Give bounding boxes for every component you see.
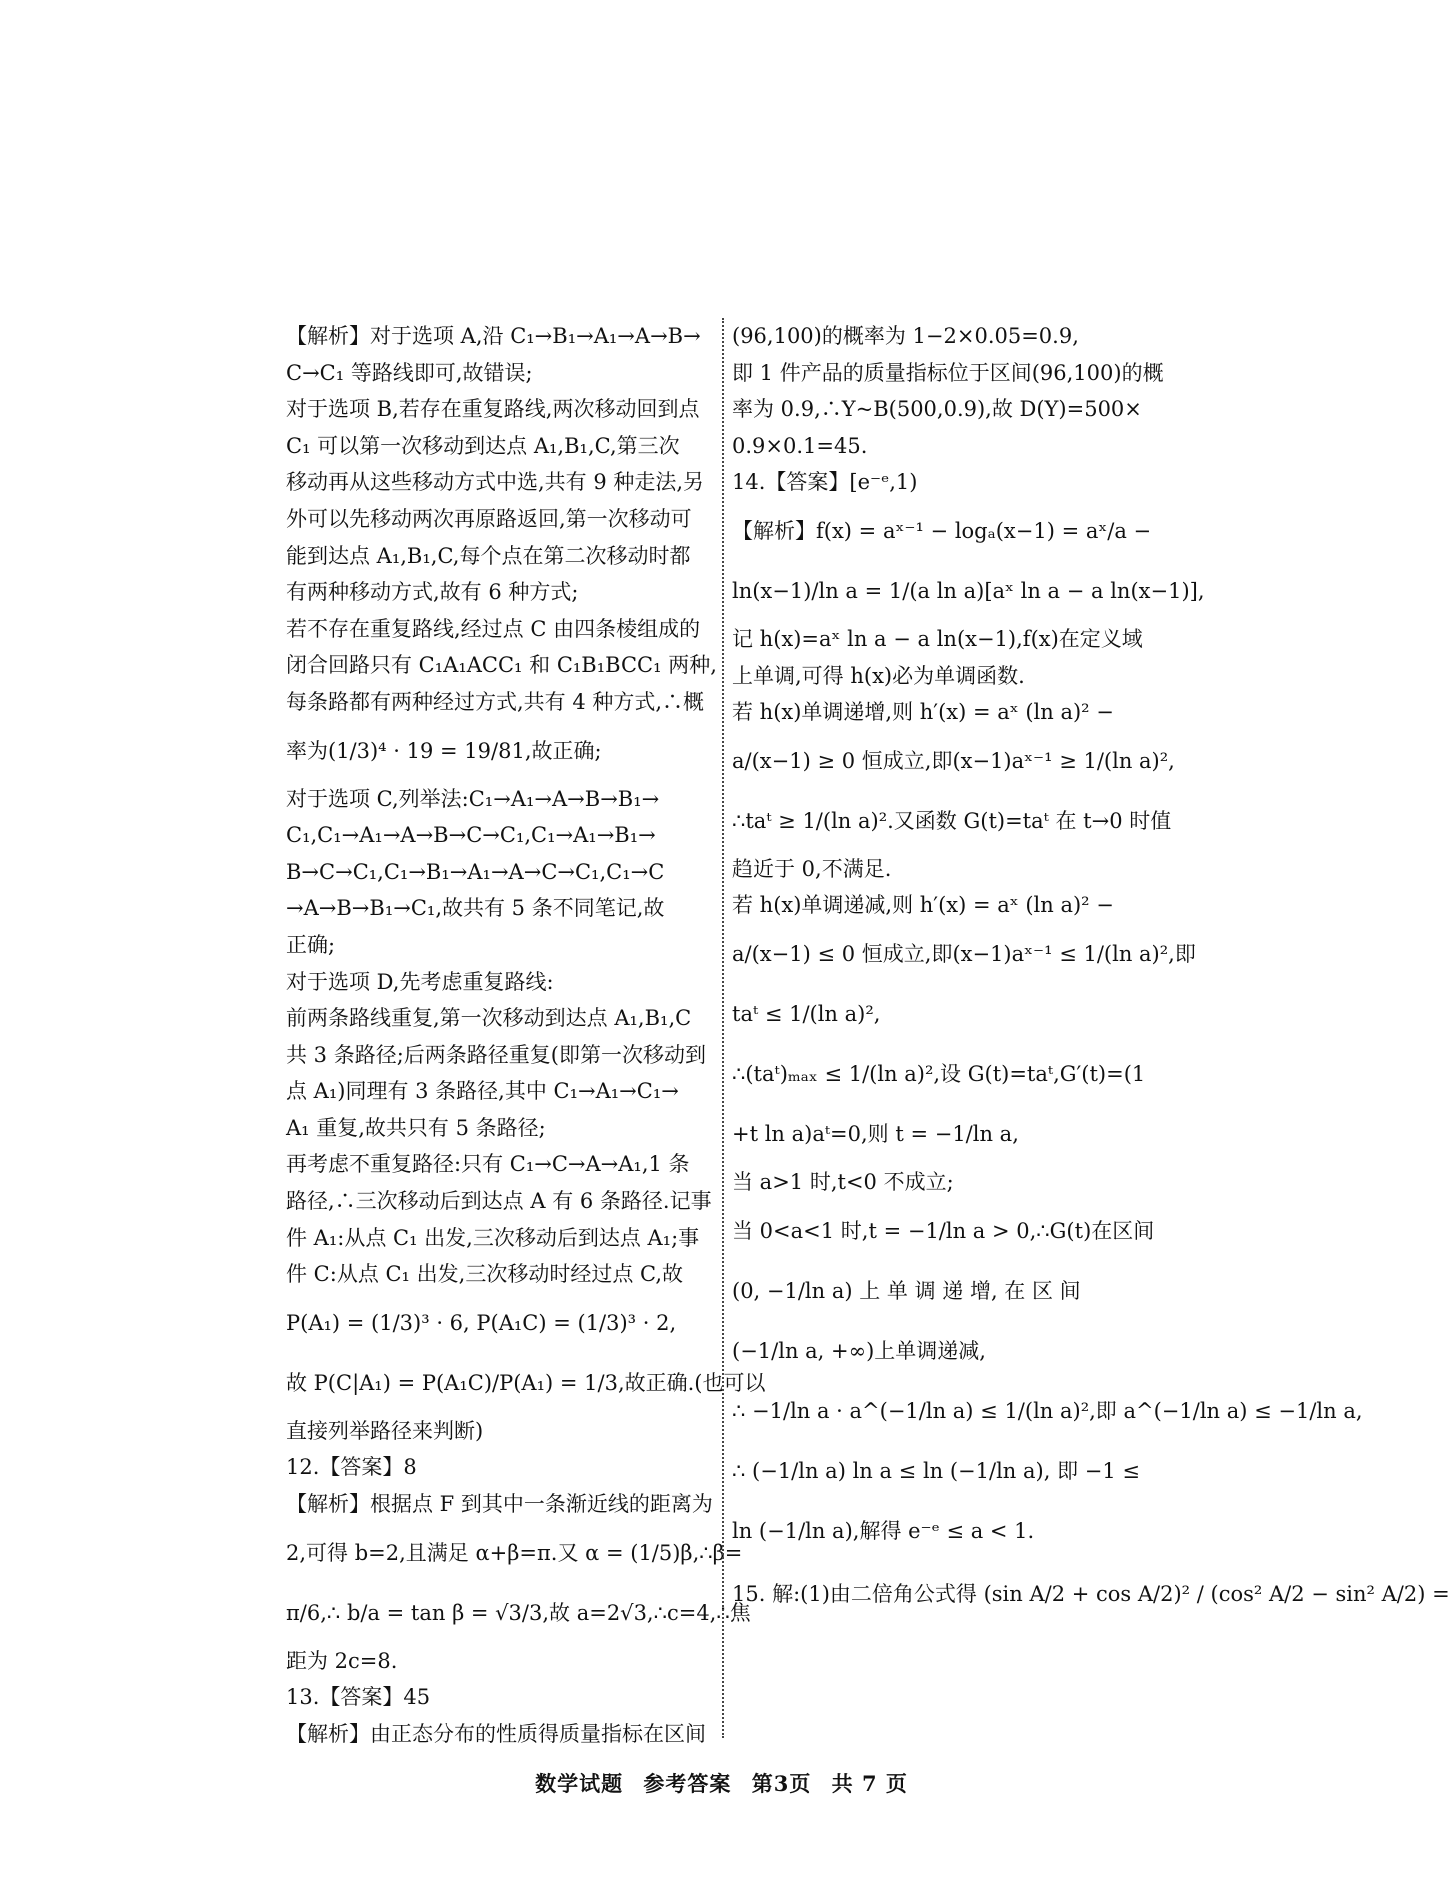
- text-line: 直接列举路径来判断): [286, 1418, 484, 1443]
- text-line: 再考虑不重复路径:只有 C₁→C→A→A₁,1 条: [286, 1152, 690, 1177]
- text-line: 若不存在重复路线,经过点 C 由四条棱组成的: [286, 616, 701, 641]
- text-line: 路径,∴三次移动后到达点 A 有 6 条路径.记事: [286, 1189, 712, 1214]
- text-line: 记 h(x)=aˣ ln a − a ln(x−1),f(x)在定义域: [732, 626, 1143, 651]
- right-column: [732, 318, 1450, 1627]
- text-line: P(A₁) = (1/3)³ · 6, P(A₁C) = (1/3)³ · 2,: [286, 1310, 677, 1335]
- text-line: 0.9×0.1=45.: [732, 433, 868, 458]
- text-line: 率为 0.9,∴Y~B(500,0.9),故 D(Y)=500×: [732, 397, 1142, 422]
- text-line: 2,可得 b=2,且满足 α+β=π.又 α = (1/5)β,∴β=: [286, 1540, 743, 1565]
- text-line: 件 C:从点 C₁ 出发,三次移动时经过点 C,故: [286, 1262, 683, 1287]
- text-line: π/6,∴ b/a = tan β = √3/3,故 a=2√3,∴c=4,∴焦: [286, 1600, 751, 1625]
- text-line: 有两种移动方式,故有 6 种方式;: [286, 580, 579, 605]
- text-line: a/(x−1) ≥ 0 恒成立,即(x−1)aˣ⁻¹ ≥ 1/(ln a)²,: [732, 748, 1175, 773]
- text-line: 13.【答案】45: [286, 1685, 431, 1710]
- text-line: 对于选项 B,若存在重复路线,两次移动回到点: [286, 397, 700, 422]
- text-line: 共 3 条路径;后两条路径重复(即第一次移动到: [286, 1042, 706, 1067]
- text-line: 趋近于 0,不满足.: [732, 856, 892, 881]
- text-line: 对于选项 D,先考虑重复路线:: [286, 969, 554, 994]
- text-line: ∴taᵗ ≥ 1/(ln a)².又函数 G(t)=taᵗ 在 t→0 时值: [732, 808, 1172, 833]
- text-line: 【解析】根据点 F 到其中一条渐近线的距离为: [286, 1492, 713, 1517]
- text-line: 能到达点 A₁,B₁,C,每个点在第二次移动时都: [286, 543, 691, 568]
- text-line: ∴ (−1/ln a) ln a ≤ ln (−1/ln a), 即 −1 ≤: [732, 1458, 1140, 1483]
- text-line: 14.【答案】[e⁻ᵉ,1): [732, 470, 918, 495]
- text-line: ∴ −1/ln a · a^(−1/ln a) ≤ 1/(ln a)²,即 a^(−1/ln a) ≤ −1/ln a,: [732, 1398, 1363, 1423]
- text-line: ln(x−1)/ln a = 1/(a ln a)[aˣ ln a − a ln(x−1)],: [732, 578, 1205, 603]
- text-line: (−1/ln a, +∞)上单调递减,: [732, 1338, 986, 1363]
- text-line: 当 0<a<1 时,t = −1/ln a > 0,∴G(t)在区间: [732, 1218, 1155, 1243]
- text-line: 即 1 件产品的质量指标位于区间(96,100)的概: [732, 360, 1164, 385]
- text-line: (96,100)的概率为 1−2×0.05=0.9,: [732, 324, 1079, 348]
- text-line: →A→B→B₁→C₁,故共有 5 条不同笔记,故: [286, 896, 665, 921]
- text-line: 距为 2c=8.: [286, 1648, 398, 1673]
- text-line: (0, −1/ln a) 上 单 调 递 增, 在 区 间: [732, 1278, 1081, 1303]
- column-divider: [722, 318, 725, 1738]
- text-line: 率为(1/3)⁴ · 19 = 19/81,故正确;: [286, 738, 602, 763]
- text-line: A₁ 重复,故共只有 5 条路径;: [286, 1115, 546, 1140]
- text-line: 故 P(C|A₁) = P(A₁C)/P(A₁) = 1/3,故正确.(也可以: [286, 1370, 766, 1395]
- text-line: ∴(taᵗ)ₘₐₓ ≤ 1/(ln a)²,设 G(t)=taᵗ,G′(t)=(1: [732, 1061, 1146, 1086]
- text-line: a/(x−1) ≤ 0 恒成立,即(x−1)aˣ⁻¹ ≤ 1/(ln a)²,即: [732, 941, 1196, 966]
- text-line: 每条路都有两种经过方式,共有 4 种方式,∴概: [286, 689, 705, 714]
- text-line: 12.【答案】8: [286, 1455, 417, 1480]
- text-line: 【解析】对于选项 A,沿 C₁→B₁→A₁→A→B→: [286, 324, 701, 348]
- text-line: C₁ 可以第一次移动到达点 A₁,B₁,C,第三次: [286, 433, 680, 458]
- text-line: 前两条路线重复,第一次移动到达点 A₁,B₁,C: [286, 1006, 692, 1031]
- text-line: 若 h(x)单调递减,则 h′(x) = aˣ (ln a)² −: [732, 893, 1114, 918]
- text-line: ln (−1/ln a),解得 e⁻ᵉ ≤ a < 1.: [732, 1518, 1035, 1543]
- text-line: 移动再从这些移动方式中选,共有 9 种走法,另: [286, 470, 705, 495]
- page-footer: [0, 1768, 1443, 1798]
- footer-label: 参考答案: [643, 1771, 732, 1796]
- text-line: 外可以先移动两次再原路返回,第一次移动可: [286, 506, 692, 531]
- text-line: 当 a>1 时,t<0 不成立;: [732, 1169, 954, 1194]
- footer-page: 第3页: [751, 1771, 812, 1796]
- text-line: +t ln a)aᵗ=0,则 t = −1/ln a,: [732, 1121, 1019, 1146]
- text-line: C→C₁ 等路线即可,故错误;: [286, 360, 533, 385]
- text-line: 对于选项 C,列举法:C₁→A₁→A→B→B₁→: [286, 786, 660, 811]
- text-line: 点 A₁)同理有 3 条路径,其中 C₁→A₁→C₁→: [286, 1079, 679, 1104]
- text-line: 件 A₁:从点 C₁ 出发,三次移动后到达点 A₁;事: [286, 1225, 700, 1250]
- left-column: [286, 318, 766, 1752]
- footer-total: 共 7 页: [831, 1771, 908, 1796]
- text-line: 【解析】f(x) = aˣ⁻¹ − logₐ(x−1) = aˣ/a −: [732, 518, 1152, 543]
- text-line: 15. 解:(1)由二倍角公式得 (sin A/2 + cos A/2)² / (cos² A/2 − sin² A/2) =: [732, 1581, 1450, 1606]
- footer-subject: 数学试题: [535, 1771, 624, 1796]
- text-line: C₁,C₁→A₁→A→B→C→C₁,C₁→A₁→B₁→: [286, 823, 656, 848]
- text-line: 正确;: [286, 932, 336, 957]
- text-line: 上单调,可得 h(x)必为单调函数.: [732, 663, 1025, 688]
- text-line: taᵗ ≤ 1/(ln a)²,: [732, 1001, 881, 1026]
- text-line: 【解析】由正态分布的性质得质量指标在区间: [286, 1721, 706, 1746]
- text-line: B→C→C₁,C₁→B₁→A₁→A→C→C₁,C₁→C: [286, 859, 665, 884]
- text-line: 若 h(x)单调递增,则 h′(x) = aˣ (ln a)² −: [732, 700, 1114, 725]
- text-line: 闭合回路只有 C₁A₁ACC₁ 和 C₁B₁BCC₁ 两种,: [286, 653, 717, 678]
